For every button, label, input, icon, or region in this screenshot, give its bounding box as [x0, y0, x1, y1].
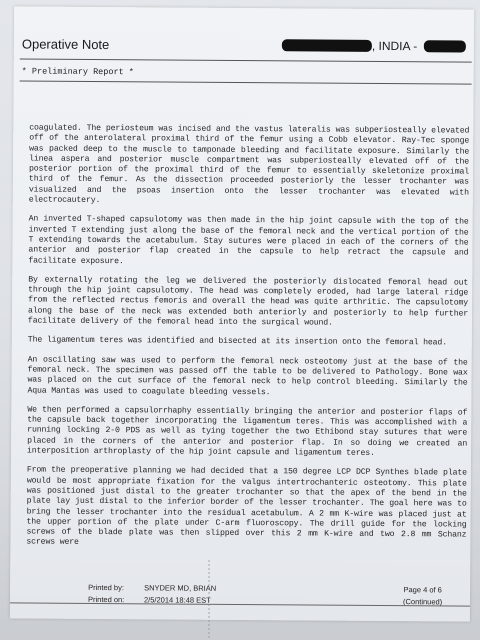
header-rule-top: [20, 58, 472, 62]
document-title: Operative Note: [21, 36, 110, 53]
printed-on-label: Printed on:: [87, 594, 125, 605]
report-status: * Preliminary Report *: [21, 66, 134, 78]
paragraph: An oscillating saw was used to perform the femoral neck osteotomy just at the base of the femoral neck. The specimen was passed off the table to be delivered to Pathology. Bone wax was placed on the cut surface of the femoral neck to help control bleeding. Similarly the Aqua Mantas was used to coagulate bleeding vessels.: [27, 355, 468, 397]
note-body: [26, 124, 469, 561]
paragraph: From the preoperative planning we had decided that a 150 degree LCP DCP Synthes blade plate would be most appropriate fixation for the valgus intertrochanteric osteotomy. This plate was positioned just distal to the greater trochanter so that the apex of the bend in the plate lay just distal to the inferior border of the lesser trochanter. The goal here was to bring the lesser trochanter into the residual acetabulum. A 2 mm K-wire was placed just at the upper portion of the plate under C-arm fluoroscopy. The drill guide for the locking screws of the blade plate was then slipped over this 2 mm K-wire and two 2.8 mm Schanz screws were: [26, 465, 467, 548]
paragraph: We then performed a capsulorrhaphy essentially bringing the anterior and posterior flaps of the capsule back together incorporating the ligamentum teres. This was accomplished with a running locking 2-0 PDS as well as tying together the two Ethibond stay sutures that were placed in the corners of the anterior and posterior flap. In so doing we created an interposition arthroplasty of the hip joint capsule and ligamentum teres.: [27, 405, 468, 458]
continued-label: (Continued): [402, 597, 443, 607]
document-page: [10, 6, 474, 621]
pen-shadow-icon: [206, 560, 212, 638]
page-number: Page 4 of 6: [403, 585, 442, 595]
printed-on-value: 2/5/2014 18:48 EST: [143, 595, 211, 605]
paragraph: By externally rotating the leg we delivered the posteriorly dislocated femoral head out through the hip joint capsulotomy. The head was completely eroded, had large lateral ridge from the reflected rectus femoris and overall the head was quite arthritic. The capsulotomy along the base of the neck was extended both anteriorly and posteriorly to help further facilitate delivery of the femoral head into the surgical wound.: [27, 275, 469, 328]
redaction-bar-id: [424, 40, 466, 52]
printed-by-label: Printed by:: [88, 582, 124, 593]
paragraph: coagulated. The periosteum was incised and the vastus lateralis was subperiosteally elevated off of the anterolateral proximal third of the femur using a Cobb elevator. Ray-Tec sponge was packed deep to the muscle to tamponade bleeding and facilitate exposure. Similarly the linea aspera and posterior muscle compartment was subperiosteally elevated off of the posterior portion of the proximal third of the femur to essentially skeletonize proximal third of the femur. As the dissection proceeded posteriorly the lesser trochanter was visualized and the psoas insertion onto the lesser trochanter was elevated with electrocautery.: [28, 123, 470, 206]
paragraph: The ligamentum teres was identified and bisected at its insertion onto the femoral head.: [27, 335, 448, 348]
paragraph: An inverted T-shaped capsulotomy was then made in the hip joint capsule with the top of the inverted T extending just along the base of the femoral neck and the vertical portion of the T extending towards the acetabulum. Stay sutures were placed in each of the corners of the anterior and posterior flap created in the capsule to help retract the capsule and facilitate exposure.: [28, 214, 469, 266]
header-rule-bottom: [20, 80, 472, 84]
printed-by-value: SNYDER MD, BRIAN: [144, 583, 217, 593]
redaction-bar-name: [282, 39, 372, 52]
header-country: , INDIA -: [371, 38, 418, 54]
footer-rule: [10, 602, 470, 606]
